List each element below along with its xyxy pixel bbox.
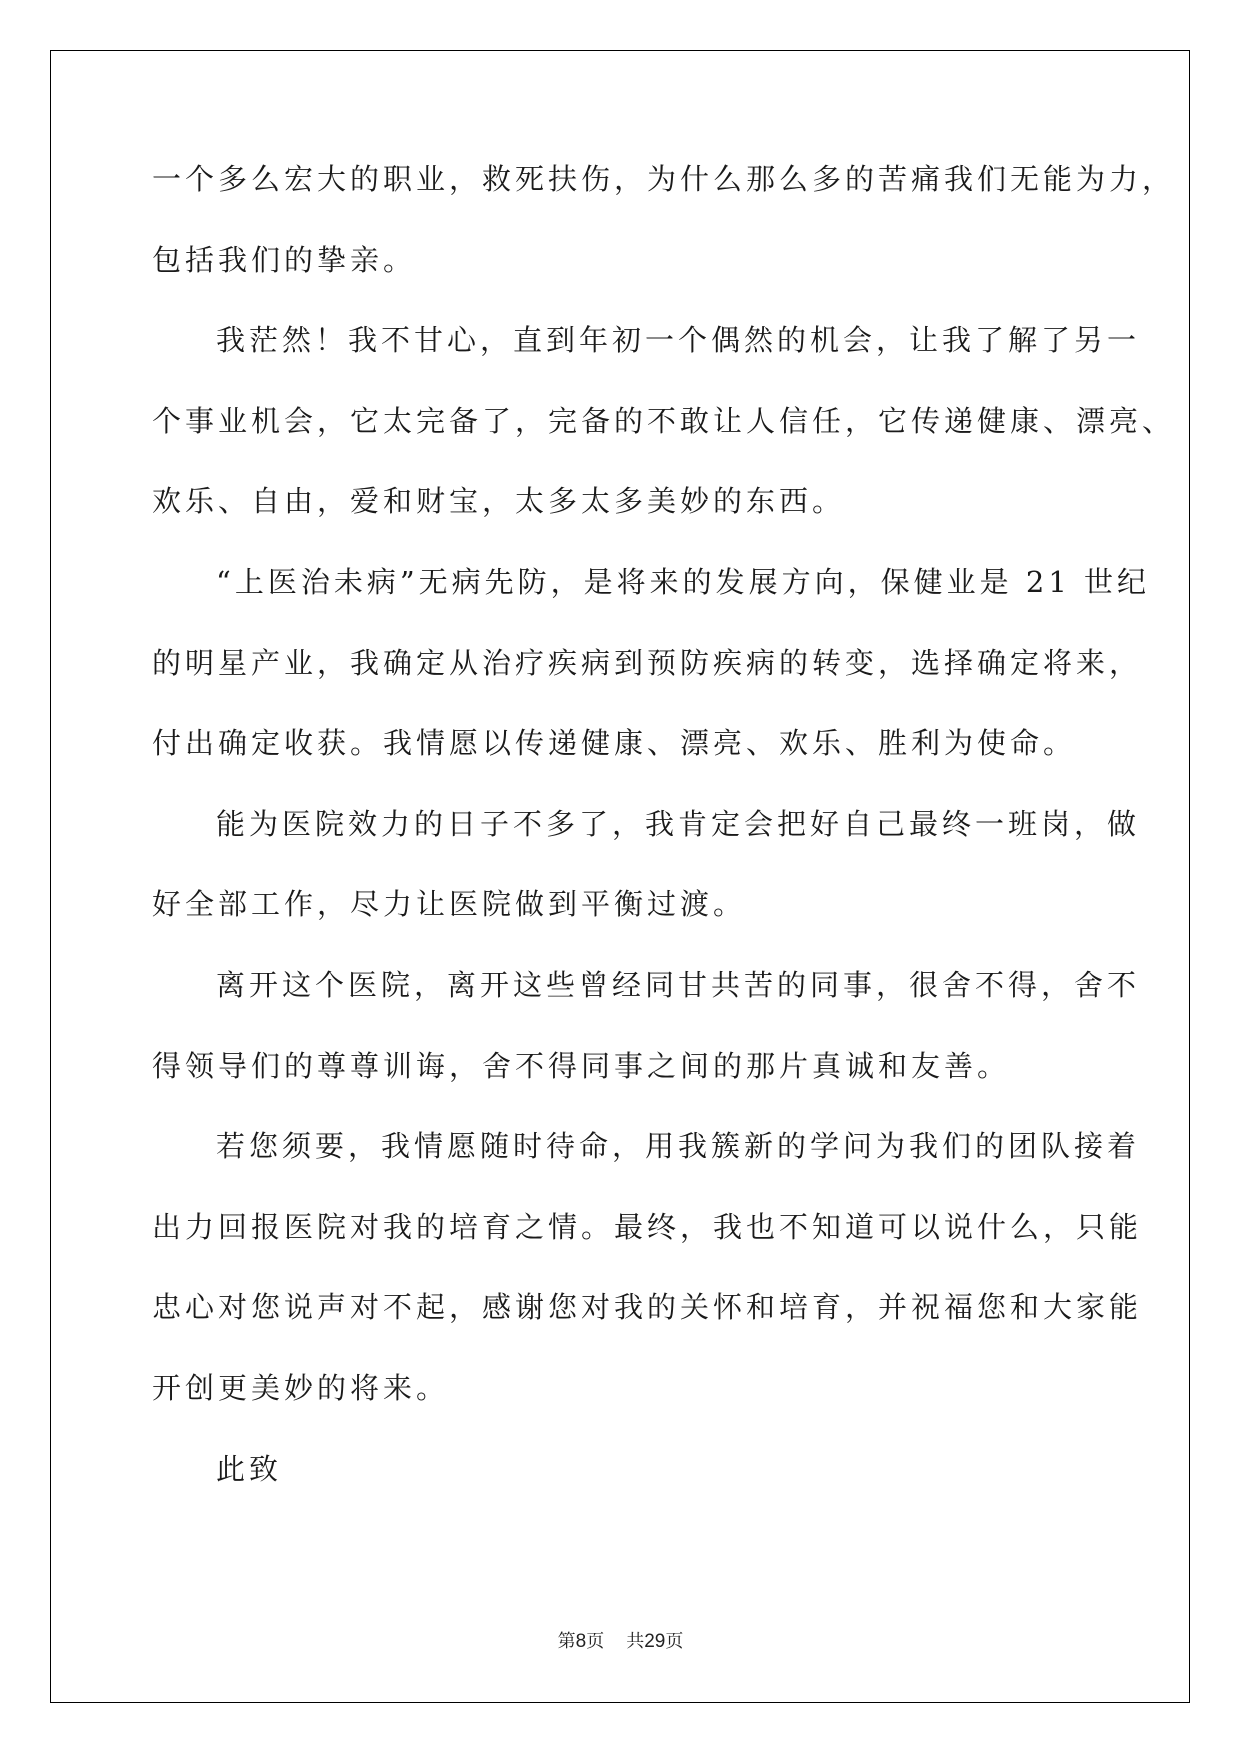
text-line: 包括我们的挚亲。 [152, 242, 417, 277]
text-line: 忠心对您说声对不起，感谢您对我的关怀和培育，并祝福您和大家能 [152, 1290, 1143, 1325]
text-line: 个事业机会，它太完备了，完备的不敢让人信任，它传递健康、漂亮、 [152, 403, 1176, 438]
text-line: 若您须要，我情愿随时待命，用我簇新的学问为我们的团队接着 [216, 1129, 1141, 1164]
text-line: 开创更美妙的将来。 [152, 1370, 450, 1405]
text-line: 一个多么宏大的职业，救死扶伤，为什么那么多的苦痛我们无能为力， [152, 162, 1176, 196]
text-line: 付出确定收获。我情愿以传递健康、漂亮、欢乐、胜利为使命。 [152, 726, 1077, 761]
text-line: 我茫然！我不甘心，直到年初一个偶然的机会，让我了解了另一 [216, 323, 1141, 358]
text-line: 好全部工作，尽力让医院做到平衡过渡。 [152, 887, 747, 922]
page-prefix: 第 [557, 1631, 576, 1652]
total-prefix: 共 [626, 1631, 645, 1652]
document-body [152, 160, 1176, 1530]
text-line: 离开这个医院，离开这些曾经同甘共苦的同事，很舍不得，舍不 [216, 967, 1141, 1002]
text-line: “上医治未病”无病先防，是将来的发展方向，保健业是 21 世纪 [216, 564, 1150, 599]
text-line: 的明星产业，我确定从治疗疾病到预防疾病的转变，选择确定将来， [152, 645, 1143, 680]
page-footer [0, 1627, 1241, 1653]
text-line: 得领导们的尊尊训诲，舍不得同事之间的那片真诚和友善。 [152, 1048, 1011, 1083]
page-number: 8 [575, 1631, 587, 1652]
text-line: 能为医院效力的日子不多了，我肯定会把好自己最终一班岗，做 [216, 806, 1141, 841]
text-line: 此致 [216, 1451, 283, 1486]
total-pages: 29 [644, 1631, 666, 1652]
text-line: 出力回报医院对我的培育之情。最终，我也不知道可以说什么，只能 [152, 1209, 1143, 1244]
page-suffix: 页 [586, 1631, 605, 1652]
total-suffix: 页 [665, 1631, 684, 1652]
text-line: 欢乐、自由，爱和财宝，太多太多美妙的东西。 [152, 484, 846, 519]
